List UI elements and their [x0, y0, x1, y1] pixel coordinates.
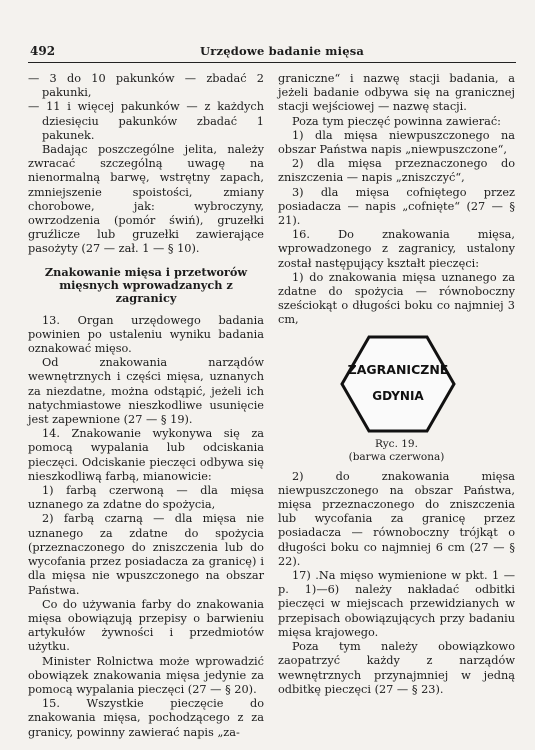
- hexagon-stamp-image: [340, 334, 456, 434]
- paragraph: 13. Organ urzędowego badania powinien po ustaleniu wyniku badania oznakować mięso.: [28, 313, 264, 356]
- section-heading: Znakowanie mięsa i przetworów mięsnych wprowadzanych z zagranicy: [44, 264, 248, 305]
- stamp-figure: [278, 330, 515, 434]
- paragraph: 1) do znakowania mięsa uznanego za zdatne do spożycia — równoboczny sześciokąt o długości boku co najmniej 3 cm,: [278, 270, 515, 327]
- right-column-bottom-text: [278, 470, 515, 697]
- right-column-top-text: [278, 72, 515, 328]
- paragraph: Poza tym należy obowiązkowo zaopatrzyć każdy z narządów wewnętrznych przynajmniej w jedną odbitkę pieczęci (27 — § 23).: [278, 640, 515, 696]
- paragraph: Od znakowania narządów wewnętrznych i części mięsa, uznanych za niezdatne, można odstąpić, jeżeli ich natychmiastowe nieszkodliwe usunięcie jest zapewnione (27 — § 19).: [28, 356, 264, 427]
- stamp-line-2: GDYNIA: [372, 388, 424, 403]
- right-column: [278, 72, 515, 697]
- paragraph: 1) dla mięsa niewpuszczonego na obszar Państwa napis „niewpuszczone“,: [278, 128, 515, 157]
- paragraph: 15. Wszystkie pieczęcie do znakowania mięsa, pochodzącego z za granicy, powinny zawierać napis „za-: [28, 697, 264, 739]
- header-rule: [28, 62, 516, 63]
- paragraph: 3) dla mięsa cofniętego przez posiadacza — napis „cofnięte“ (27 — § 21).: [278, 185, 515, 228]
- paragraph: 1) farbą czerwoną — dla mięsa uznanego za zdatne do spożycia,: [28, 484, 264, 512]
- paragraph: Co do używania farby do znakowania mięsa obowiązują przepisy o barwieniu artykułów żywności i przedmiotów użytku.: [28, 597, 264, 654]
- figure-caption: Ryc. 19.: [375, 437, 418, 450]
- paragraph: 2) dla mięsa przeznaczonego do zniszczenia — napis „zniszczyć“,: [278, 157, 515, 185]
- paragraph: 2) do znakowania mięsa niewpuszczonego na obszar Państwa, mięsa przeznaczonego do zniszczenia lub wycofania za granicę przez posiadacza — równoboczny trójkąt o długości boku co najmniej 6 cm (27 — § 22).: [278, 469, 515, 568]
- paragraph: Poza tym pieczęć powinna zawierać:: [292, 114, 501, 128]
- paragraph: graniczne“ i nazwę stacji badania, a jeżeli badanie odbywa się na granicznej stacji wejściowej — nazwę stacji.: [278, 72, 515, 114]
- paragraph: — 3 do 10 pakunków — zbadać 2 pakunki,: [28, 72, 264, 100]
- paragraph: Minister Rolnictwa może wprowadzić obowiązek znakowania mięsa jedynie za pomocą wypalania pieczęci (27 — § 20).: [28, 654, 264, 696]
- paragraph: 14. Znakowanie wykonywa się za pomocą wypalania lub odciskania pieczęci. Odciskanie pieczęci odbywa się nieszkodliwą farbą, mianowicie:: [28, 427, 264, 483]
- running-title: Urzędowe badanie mięsa: [200, 44, 365, 58]
- figure-note: (barwa czerwona): [348, 450, 445, 463]
- paragraph: 2) farbą czarną — dla mięsa nie uznanego za zdatne do spożycia (przeznaczonego do zniszczenia lub do wycofania przez posiadacza za granicę) i dla mięsa nie wpuszczonego na obszar Państwa.: [28, 512, 264, 597]
- paragraph: — 11 i więcej pakunków — z każdych dziesięciu pakunków zbadać 1 pakunek.: [28, 100, 264, 142]
- paragraph: Badając poszczególne jelita, należy zwracać szczególną uwagę na nienormalną barwę, wstrętny zapach, zmniejszenie spoistości, zmiany chorobowe, jak: wybroczyny, owrzodzenia (pomór świń), gruzełki gruźlicze lub gruzełki zawierające pasożyty (27 — zał. 1 — § 10).: [28, 143, 264, 256]
- page-number: 492: [30, 44, 56, 58]
- paragraph: 16. Do znakowania mięsa, wprowadzonego z zagranicy, ustalony został następujący kształt pieczęci:: [278, 228, 515, 270]
- left-column: [28, 72, 264, 740]
- paragraph: 17) .Na mięso wymienione w pkt. 1 — p. 1)—6) należy nakładać odbitki pieczęci w miejscach przewidzianych w przepisach obowiązujących przy badaniu mięsa krajowego.: [278, 569, 515, 639]
- stamp-line-1: ZAGRANICZNE: [347, 361, 449, 377]
